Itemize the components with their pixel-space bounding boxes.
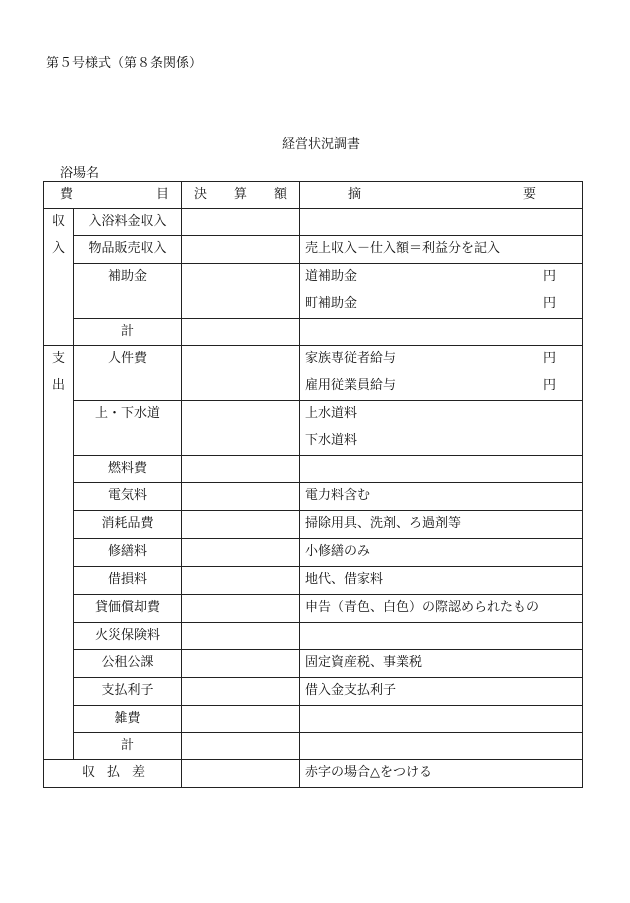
- balance-label-char: 払: [106, 765, 120, 780]
- expense-item: 上・下水道: [74, 401, 182, 456]
- note-text: 掃除用具、洗剤、ろ過剤等: [305, 516, 462, 531]
- note-line: [300, 595, 582, 622]
- income-amount-cell[interactable]: [182, 209, 300, 236]
- form-number: 第５号様式（第８条関係）: [46, 56, 203, 71]
- note-line: [300, 373, 582, 400]
- report-table: [43, 181, 583, 788]
- header-item-char-1: 費: [60, 187, 74, 202]
- expense-note-cell: [300, 706, 583, 733]
- balance-amount-cell[interactable]: [182, 760, 300, 788]
- expense-row: [44, 483, 583, 511]
- income-item: 物品販売収入: [74, 236, 182, 264]
- expense-row: [44, 346, 583, 401]
- expense-note-cell: [300, 483, 583, 511]
- header-amount-char-2: 算: [233, 187, 247, 202]
- note-line: [300, 428, 582, 455]
- note-line: [300, 539, 582, 566]
- expense-note-cell: [300, 678, 583, 706]
- note-text: 電力料含む: [305, 488, 371, 503]
- header-amount-char-3: 額: [273, 187, 287, 202]
- expense-item: 火災保険料: [74, 623, 182, 650]
- expense-row: [44, 623, 583, 650]
- expense-note-cell: [300, 733, 583, 760]
- expense-row: [44, 733, 583, 760]
- income-row: [44, 236, 583, 264]
- expense-note-cell: [300, 650, 583, 678]
- note-line: [300, 236, 582, 263]
- header-amount: [182, 182, 300, 209]
- income-row: [44, 264, 583, 319]
- note-text: 地代、借家料: [305, 572, 384, 587]
- expense-item: 燃料費: [74, 456, 182, 483]
- expense-row: [44, 678, 583, 706]
- expense-row: [44, 401, 583, 456]
- expense-amount-cell[interactable]: [182, 623, 300, 650]
- expense-row: [44, 595, 583, 623]
- note-text: 下水道料: [305, 433, 358, 448]
- header-row: [44, 182, 583, 209]
- expense-amount-cell[interactable]: [182, 733, 300, 760]
- income-note-cell: [300, 264, 583, 319]
- expense-item: 雑費: [74, 706, 182, 733]
- income-row: [44, 209, 583, 236]
- note-line: [300, 678, 582, 705]
- income-item: 補助金: [74, 264, 182, 319]
- note-text: 申告（青色、白色）の際認められたもの: [305, 600, 540, 615]
- note-text: 上水道料: [305, 406, 358, 421]
- expense-category: [44, 346, 74, 760]
- expense-item: 修繕料: [74, 539, 182, 567]
- income-category-char: 収: [51, 214, 65, 229]
- expense-category-char: 支: [51, 351, 65, 366]
- note-text: 固定資産税、事業税: [305, 655, 423, 670]
- note-line: [300, 401, 582, 428]
- balance-label-char: 差: [131, 765, 145, 780]
- balance-row: [44, 760, 583, 788]
- income-note-cell: [300, 209, 583, 236]
- expense-amount-cell[interactable]: [182, 650, 300, 678]
- income-category: [44, 209, 74, 346]
- expense-row: [44, 567, 583, 595]
- expense-amount-cell[interactable]: [182, 401, 300, 456]
- expense-amount-cell[interactable]: [182, 595, 300, 623]
- expense-note-cell: [300, 567, 583, 595]
- note-line: [300, 291, 582, 318]
- note-line: [300, 264, 582, 291]
- income-category-char: 入: [51, 241, 65, 256]
- bath-name-label: 浴場名: [60, 166, 100, 181]
- expense-amount-cell[interactable]: [182, 456, 300, 483]
- expense-item: 人件費: [74, 346, 182, 401]
- income-note-cell: [300, 319, 583, 346]
- expense-amount-cell[interactable]: [182, 511, 300, 539]
- expense-row: [44, 539, 583, 567]
- note-line: [300, 511, 582, 538]
- note-line: [300, 483, 582, 510]
- note-text: 小修繕のみ: [305, 544, 371, 559]
- balance-note-cell: [300, 760, 583, 788]
- expense-item: 消耗品費: [74, 511, 182, 539]
- expense-row: [44, 650, 583, 678]
- expense-amount-cell[interactable]: [182, 567, 300, 595]
- header-item-char-2: 目: [155, 187, 169, 202]
- document-title: 経営状況調書: [281, 137, 360, 152]
- note-text: 売上収入－仕入額＝利益分を記入: [305, 241, 501, 256]
- expense-item: 電気料: [74, 483, 182, 511]
- note-text: 借入金支払利子: [305, 683, 397, 698]
- expense-row: [44, 456, 583, 483]
- expense-row: [44, 511, 583, 539]
- income-item: 計: [74, 319, 182, 346]
- note-text: 道補助金: [305, 269, 358, 284]
- income-note-cell: [300, 236, 583, 264]
- expense-amount-cell[interactable]: [182, 678, 300, 706]
- header-item: [44, 182, 182, 209]
- expense-note-cell: [300, 623, 583, 650]
- expense-note-cell: [300, 595, 583, 623]
- expense-amount-cell[interactable]: [182, 346, 300, 401]
- balance-note: 赤字の場合△をつける: [305, 765, 432, 780]
- balance-label-char: 収: [82, 765, 96, 780]
- note-line: [300, 650, 582, 677]
- expense-item: 貸価償却費: [74, 595, 182, 623]
- expense-note-cell: [300, 401, 583, 456]
- income-item: 入浴料金収入: [74, 209, 182, 236]
- note-text: 町補助金: [305, 296, 358, 311]
- income-amount-cell[interactable]: [182, 264, 300, 319]
- note-unit: 円: [542, 378, 556, 393]
- expense-amount-cell[interactable]: [182, 483, 300, 511]
- balance-label: [44, 760, 182, 788]
- expense-note-cell: [300, 539, 583, 567]
- note-text: 家族専従者給与: [305, 351, 397, 366]
- expense-note-cell: [300, 346, 583, 401]
- expense-note-cell: [300, 511, 583, 539]
- expense-item: 計: [74, 733, 182, 760]
- expense-category-char: 出: [51, 378, 65, 393]
- income-amount-cell[interactable]: [182, 236, 300, 264]
- expense-item: 公租公課: [74, 650, 182, 678]
- header-note-char-1: 摘: [348, 187, 362, 202]
- expense-item: 借損料: [74, 567, 182, 595]
- note-unit: 円: [542, 296, 556, 311]
- note-line: [300, 567, 582, 594]
- header-amount-char-1: 決: [194, 187, 208, 202]
- income-row: [44, 319, 583, 346]
- note-unit: 円: [542, 351, 556, 366]
- note-unit: 円: [542, 269, 556, 284]
- note-text: 雇用従業員給与: [305, 378, 397, 393]
- income-amount-cell[interactable]: [182, 319, 300, 346]
- note-line: [300, 346, 582, 373]
- expense-note-cell: [300, 456, 583, 483]
- header-note: [300, 182, 583, 209]
- header-note-char-2: 要: [522, 187, 536, 202]
- expense-item: 支払利子: [74, 678, 182, 706]
- expense-amount-cell[interactable]: [182, 706, 300, 733]
- expense-row: [44, 706, 583, 733]
- expense-amount-cell[interactable]: [182, 539, 300, 567]
